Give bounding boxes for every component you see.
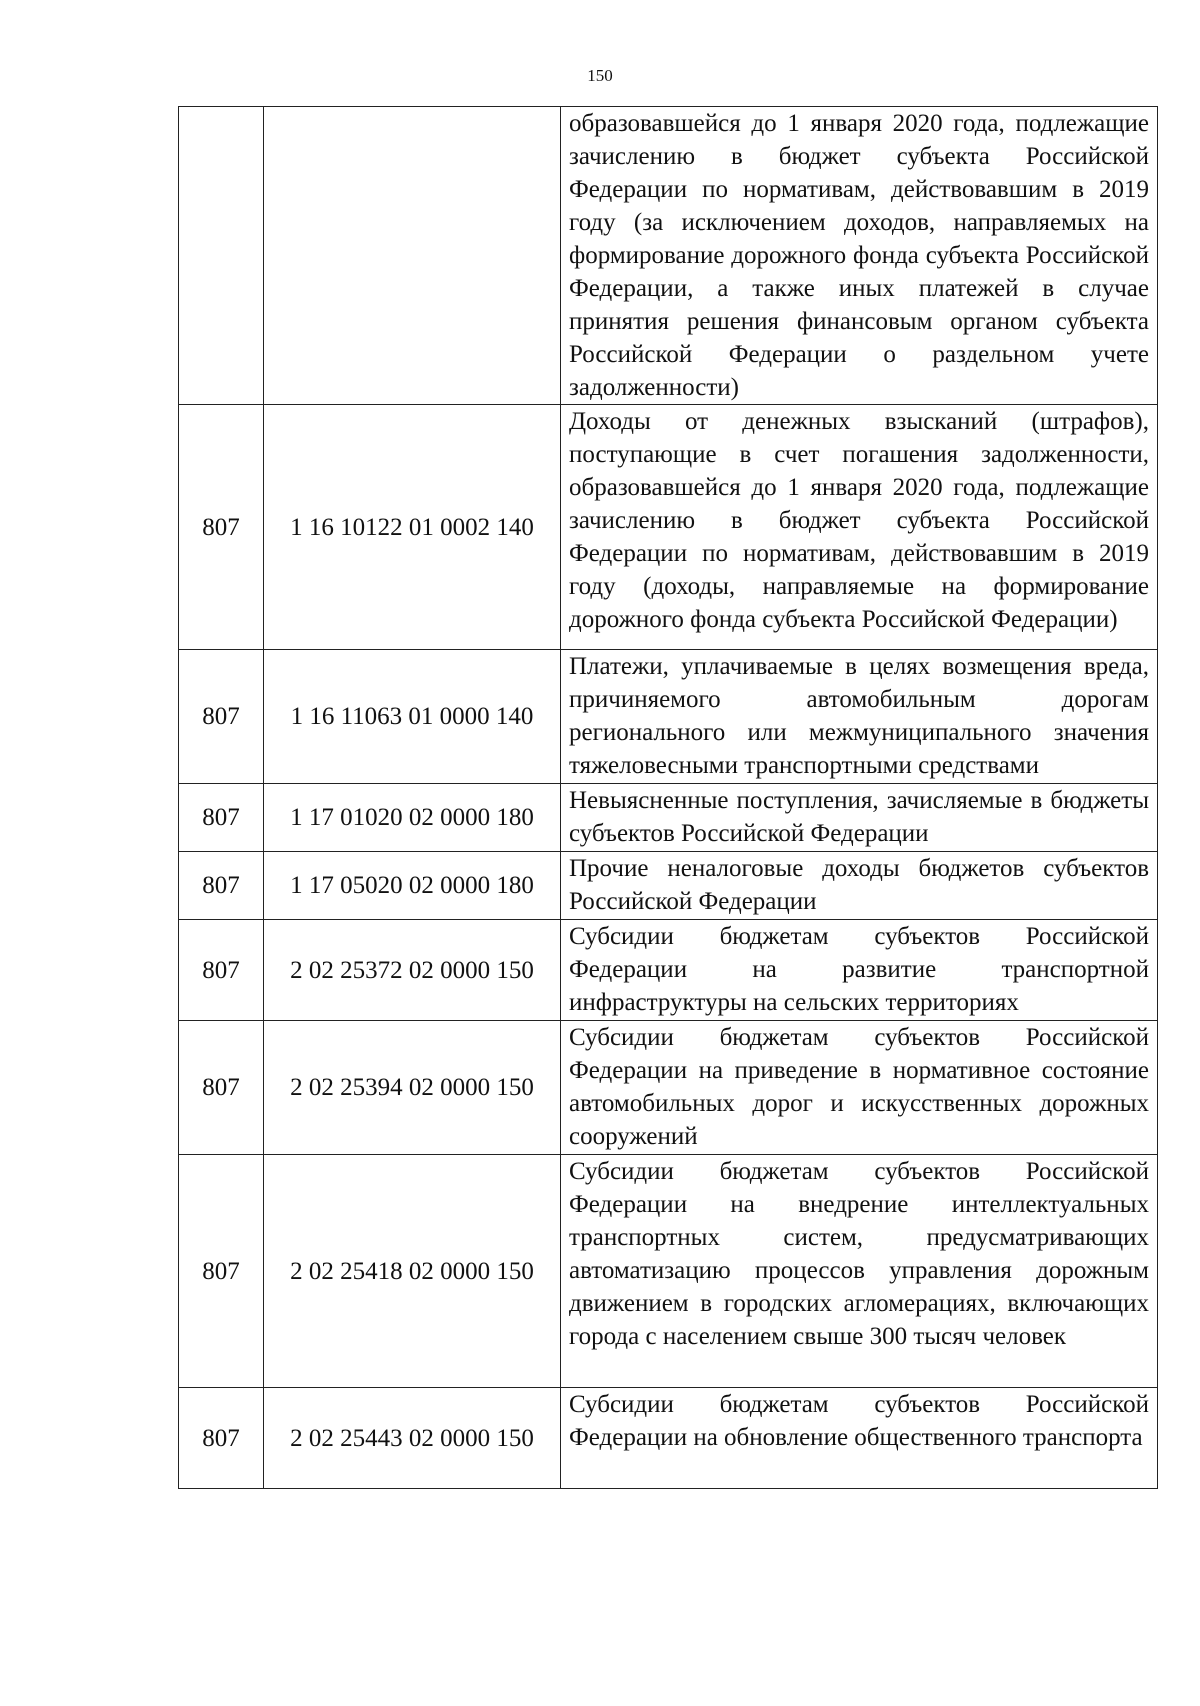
revenue-description-cell: Доходы от денежных взысканий (штрафов), поступающие в счет погашения задолженности, образовавшейся до 1 января 2020 года, подлежащие зачислению в бюджет субъекта Российской Федерации по нормативам, действовавшим в 2019 году (доходы, направляемые на формирование дорожного фонда субъекта Российской Федерации) — [561, 405, 1158, 650]
budget-classification-code-cell: 1 16 11063 01 0000 140 — [264, 650, 561, 784]
table-row — [179, 1021, 1158, 1155]
budget-classification-code-cell: 2 02 25394 02 0000 150 — [264, 1021, 561, 1155]
table-row — [179, 650, 1158, 784]
revenue-description-cell: Невыясненные поступления, зачисляемые в бюджеты субъектов Российской Федерации — [561, 784, 1158, 852]
table-row — [179, 784, 1158, 852]
budget-classification-code-cell — [264, 107, 561, 405]
revenue-description-cell: Субсидии бюджетам субъектов Российской Федерации на развитие транспортной инфраструктуры на сельских территориях — [561, 920, 1158, 1021]
admin-code-cell: 807 — [179, 1388, 264, 1489]
budget-classification-code-cell: 1 17 01020 02 0000 180 — [264, 784, 561, 852]
table-row — [179, 405, 1158, 650]
budget-classification-code-cell: 2 02 25418 02 0000 150 — [264, 1155, 561, 1388]
budget-classification-code-cell: 1 17 05020 02 0000 180 — [264, 852, 561, 920]
admin-code-cell: 807 — [179, 405, 264, 650]
admin-code-cell: 807 — [179, 650, 264, 784]
table-row — [179, 920, 1158, 1021]
revenue-description-cell: Платежи, уплачиваемые в целях возмещения вреда, причиняемого автомобильным дорогам регионального или межмуниципального значения тяжеловесными транспортными средствами — [561, 650, 1158, 784]
budget-classification-code-cell: 1 16 10122 01 0002 140 — [264, 405, 561, 650]
revenue-description-cell: Субсидии бюджетам субъектов Российской Федерации на обновление общественного транспорта — [561, 1388, 1158, 1489]
table-row — [179, 107, 1158, 405]
budget-classification-code-cell: 2 02 25443 02 0000 150 — [264, 1388, 561, 1489]
admin-code-cell: 807 — [179, 920, 264, 1021]
revenue-description-cell: Прочие неналоговые доходы бюджетов субъектов Российской Федерации — [561, 852, 1158, 920]
table-row — [179, 1388, 1158, 1489]
revenue-description-cell: образовавшейся до 1 января 2020 года, подлежащие зачислению в бюджет субъекта Российской Федерации по нормативам, действовавшим в 2019 году (за исключением доходов, направляемых на формирование дорожного фонда субъекта Российской Федерации, а также иных платежей в случае принятия решения финансовым органом субъекта Российской Федерации о раздельном учете задолженности) — [561, 107, 1158, 405]
table-row — [179, 852, 1158, 920]
revenue-description-cell: Субсидии бюджетам субъектов Российской Федерации на внедрение интеллектуальных транспортных систем, предусматривающих автоматизацию процессов управления дорожным движением в городских агломерациях, включающих города с населением свыше 300 тысяч человек — [561, 1155, 1158, 1388]
revenue-description-cell: Субсидии бюджетам субъектов Российской Федерации на приведение в нормативное состояние автомобильных дорог и искусственных дорожных сооружений — [561, 1021, 1158, 1155]
table-row — [179, 1155, 1158, 1388]
budget-revenue-table — [178, 106, 1158, 1489]
budget-classification-code-cell: 2 02 25372 02 0000 150 — [264, 920, 561, 1021]
admin-code-cell: 807 — [179, 1155, 264, 1388]
admin-code-cell: 807 — [179, 852, 264, 920]
page-number: 150 — [587, 66, 613, 85]
admin-code-cell — [179, 107, 264, 405]
admin-code-cell: 807 — [179, 1021, 264, 1155]
admin-code-cell: 807 — [179, 784, 264, 852]
